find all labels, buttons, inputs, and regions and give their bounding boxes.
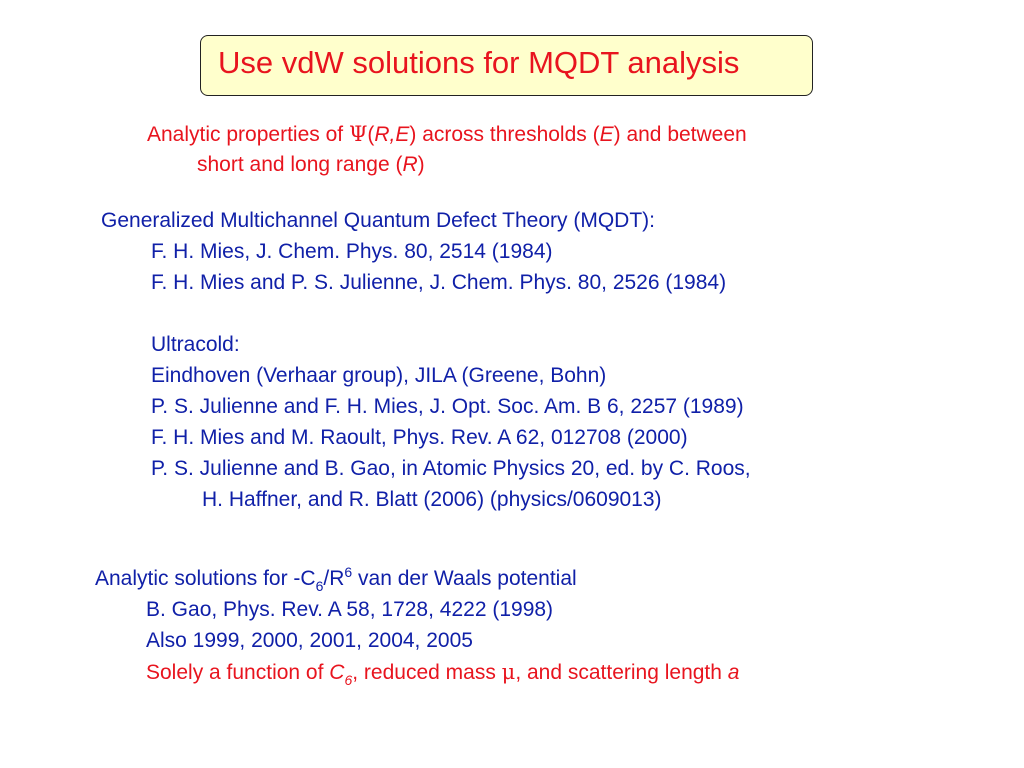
title-box: [200, 35, 813, 96]
vdw-heading-text-1: Analytic solutions for -C: [95, 567, 316, 590]
vdw-ref: B. Gao, Phys. Rev. A 58, 1728, 4222 (1998): [146, 598, 554, 621]
mqdt-ref: F. H. Mies and P. S. Julienne, J. Chem. Phys. 80, 2526 (1984): [151, 271, 727, 294]
analytic-text-1: Analytic properties of: [147, 123, 349, 146]
solely-text-3: , and scattering length: [515, 661, 728, 684]
solely-text-1: Solely a function of: [146, 661, 330, 684]
ultracold-item: P. S. Julienne and F. H. Mies, J. Opt. Soc. Am. B 6, 2257 (1989): [151, 395, 744, 418]
range-symbol: R: [402, 153, 418, 176]
energy-symbol: E: [599, 123, 614, 146]
c6-symbol-subscript: 6: [344, 672, 353, 688]
analytic-properties-line-1: [147, 122, 747, 147]
ultracold-item: H. Haffner, and R. Blatt (2006) (physics/0609013): [202, 488, 662, 511]
ultracold-item: F. H. Mies and M. Raoult, Phys. Rev. A 62, 012708 (2000): [151, 426, 688, 449]
vdw-ref: Also 1999, 2000, 2001, 2004, 2005: [146, 629, 473, 652]
paren-open: (: [367, 123, 375, 146]
analytic-properties-line-2: [197, 153, 425, 177]
analytic-text-5: ): [417, 153, 425, 176]
mu-symbol: μ: [501, 660, 516, 684]
scattering-length-symbol: a: [727, 661, 740, 684]
ultracold-item: P. S. Julienne and B. Gao, in Atomic Physics 20, ed. by C. Roos,: [151, 457, 751, 480]
c6-symbol: C: [329, 661, 345, 684]
r6-superscript: 6: [344, 564, 353, 580]
vdw-solely-line: [146, 660, 739, 686]
mqdt-ref: F. H. Mies, J. Chem. Phys. 80, 2514 (1984): [151, 240, 553, 263]
analytic-text-3: ) and between: [613, 123, 747, 146]
analytic-text-4: short and long range (: [197, 153, 403, 176]
ultracold-heading: Ultracold:: [151, 333, 240, 356]
vdw-heading: [95, 564, 577, 594]
psi-args: R,E: [374, 123, 410, 146]
ultracold-item: Eindhoven (Verhaar group), JILA (Greene, Bohn): [151, 364, 607, 387]
c6-subscript: 6: [315, 578, 324, 594]
vdw-heading-text-3: van der Waals potential: [352, 567, 577, 590]
vdw-heading-text-2: /R: [323, 567, 345, 590]
solely-text-2: , reduced mass: [352, 661, 502, 684]
analytic-text-2: ) across thresholds (: [409, 123, 600, 146]
slide-title: Use vdW solutions for MQDT analysis: [218, 45, 740, 80]
psi-symbol: Ψ: [348, 122, 368, 146]
mqdt-heading: Generalized Multichannel Quantum Defect Theory (MQDT):: [101, 209, 655, 232]
